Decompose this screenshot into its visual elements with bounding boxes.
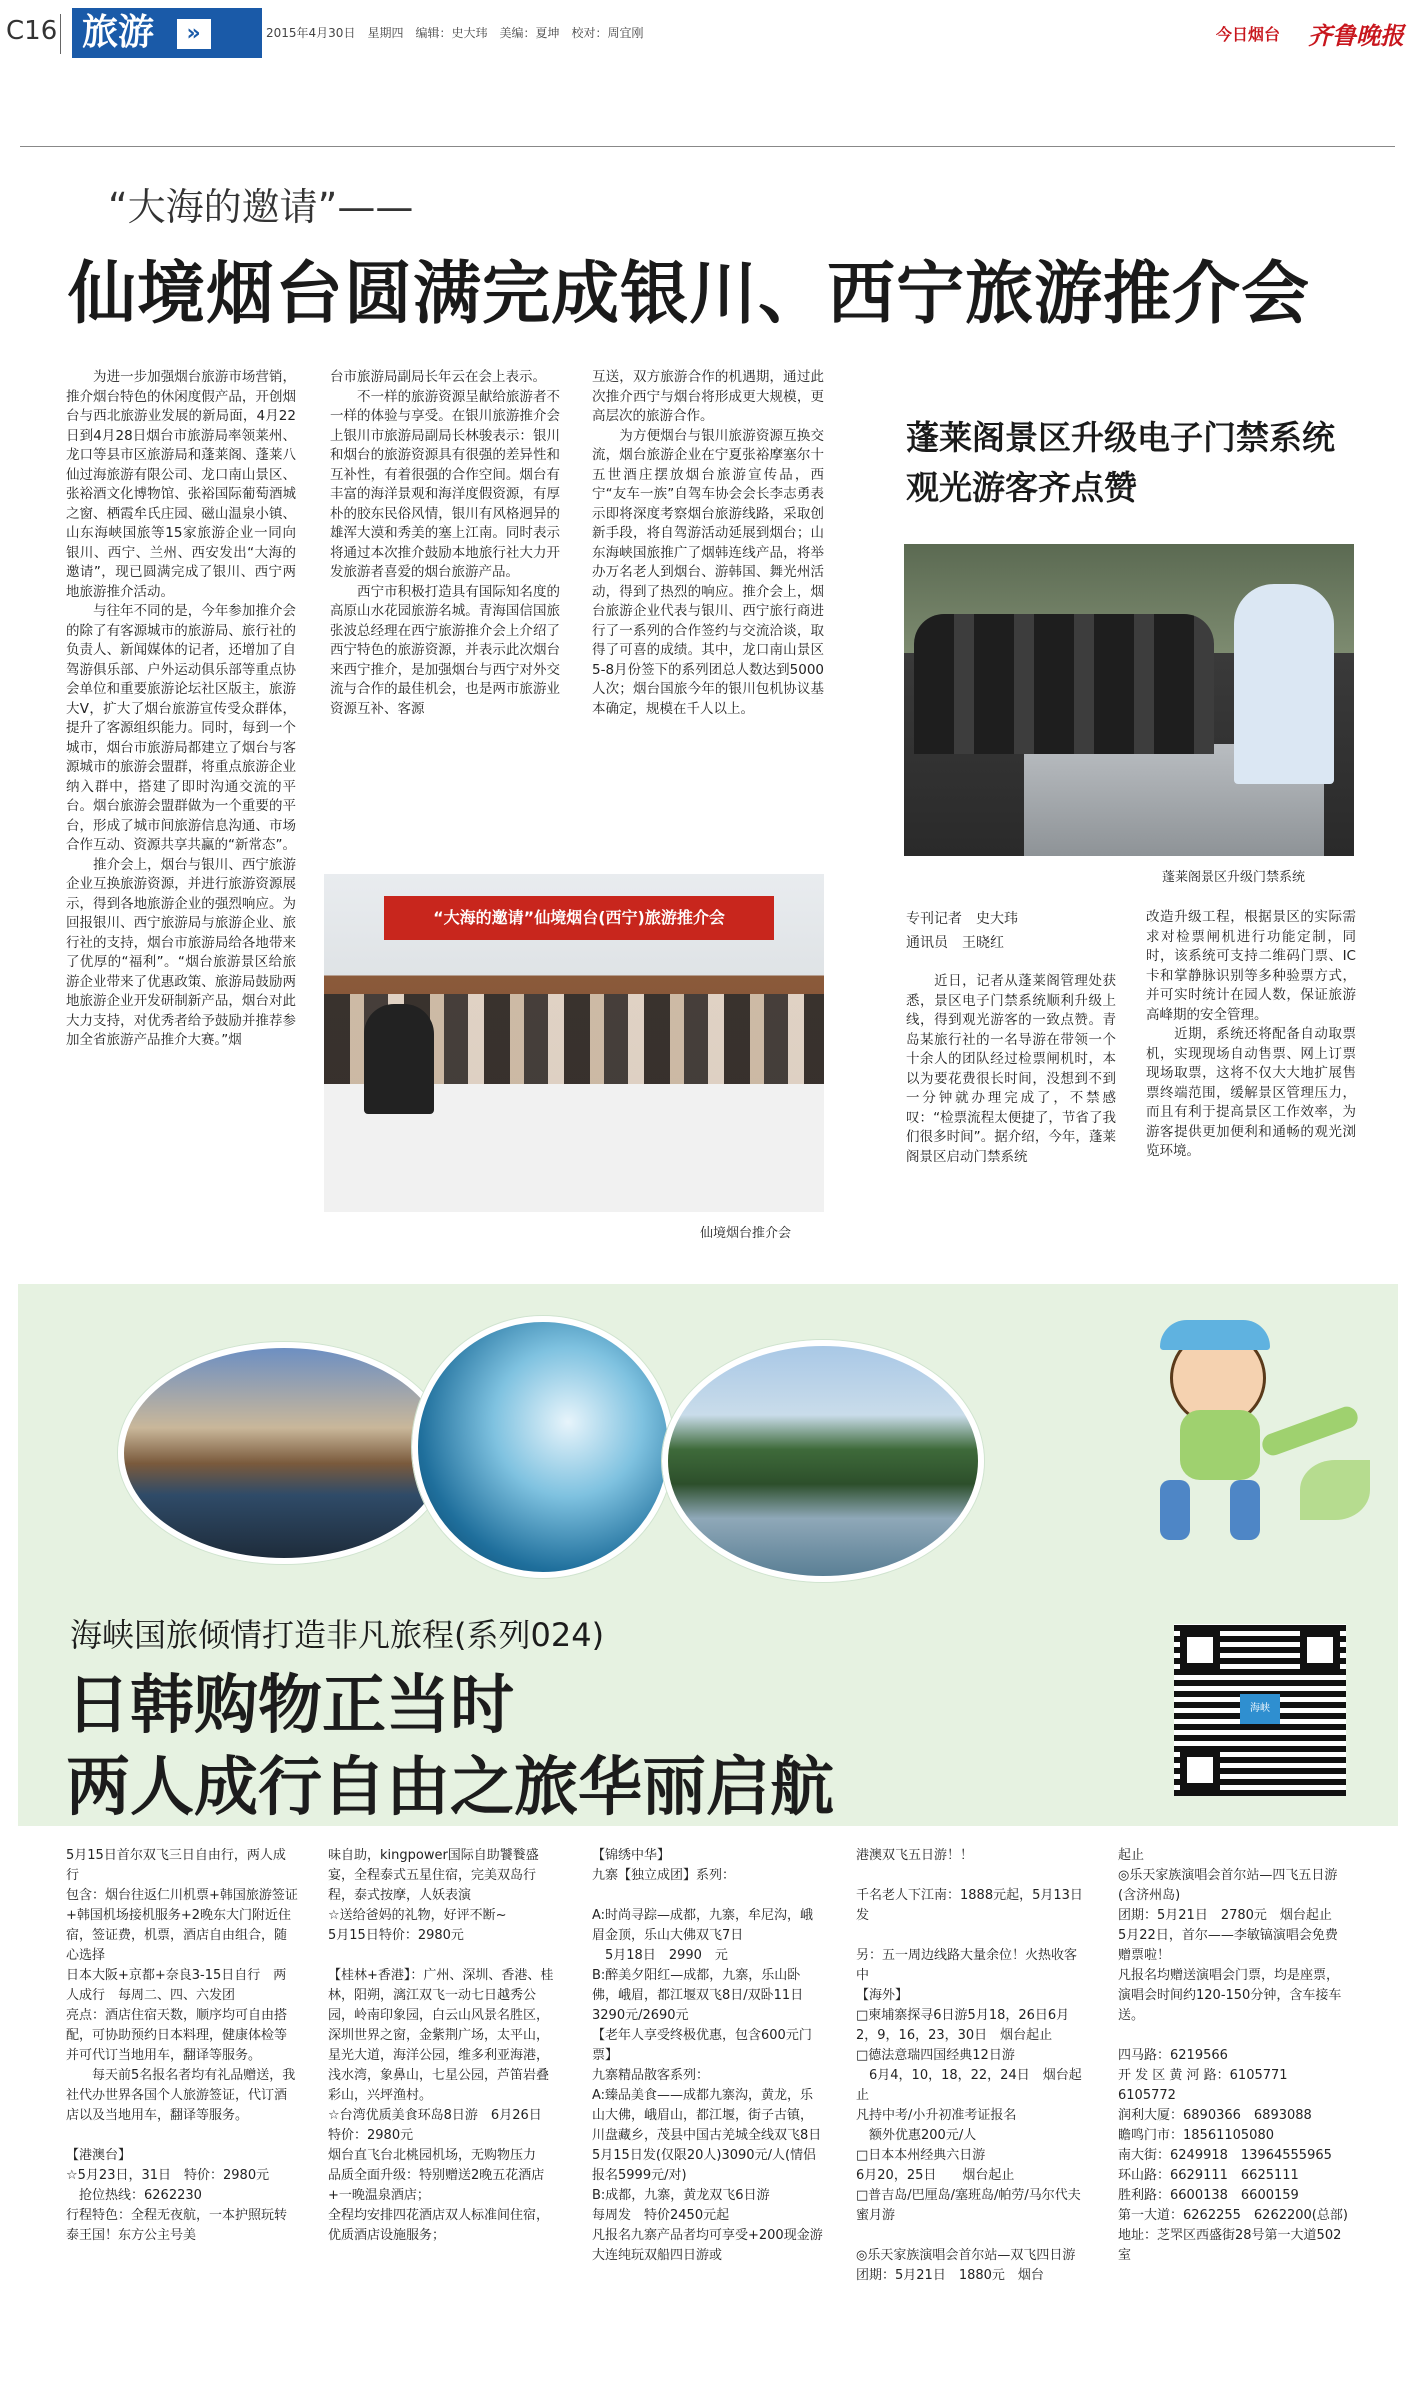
qr-finder-bl xyxy=(1180,1750,1220,1790)
article2-col1: 近日，记者从蓬莱阁管理处获悉，景区电子门禁系统顺利升级上线，得到观光游客的一致点赞。青岛某旅行社的一名导游在带领一个十余人的团队经过检票闸机时，本以为要花费很长时间，没想到不到一分钟就办理完成了，不禁感叹：“检票流程太便捷了，节省了我们很多时间”。据介绍，今年，蓬莱阁景区启动门禁系统 xyxy=(906,973,1116,1165)
article2-title-line1: 蓬莱阁景区升级电子门禁系统 xyxy=(906,418,1335,457)
header-right-label: 今日烟台 xyxy=(1216,25,1281,44)
ad-title-line2: 两人成行自由之旅华丽启航 xyxy=(66,1751,834,1825)
article2-byline2: 通讯员 王晓红 xyxy=(906,935,1004,951)
karst-river-photo xyxy=(662,1340,984,1582)
section-name: 旅游 xyxy=(82,12,155,53)
page-number: C16 xyxy=(6,16,58,46)
speaker-figure xyxy=(364,1004,434,1114)
brand-logo: 齐鲁晚报 xyxy=(1308,22,1404,50)
mascot-leg-2 xyxy=(1230,1480,1260,1540)
mascot-leg xyxy=(1160,1480,1190,1540)
mascot-hat xyxy=(1160,1320,1270,1350)
header-rule xyxy=(20,146,1395,147)
ad-col2: 味自助，kingpower国际自助饕餮盛宴，全程泰式五星住宿，完美双岛行程，泰式按摩，人妖表演 ☆送给爸妈的礼物，好评不断~ 5月15日特价：2980元 【桂林+香港】：广州、深圳、香港、桂林，阳朔，漓江双飞一动七日越秀公园，岭南印象园，白云山风景名胜区，深圳世界之窗，金紫荆广场，太平山，星光大道，海洋公园，维多利亚海港，浅水湾，象鼻山，七星公园，芦笛岩叠彩山，兴坪渔村。 ☆台湾优质美食环岛8日游 6月26日 特价：2980元 烟台直飞台北桃园机场，无购物压力 品质全面升级：特别赠送2晚五花酒店+一晚温泉酒店； 全程均安排四花酒店双人标准间住宿，优质酒店设施服务； xyxy=(328,1848,554,2243)
article1-col1: 为进一步加强烟台旅游市场营销，推介烟台特色的休闲度假产品，开创烟台与西北旅游业发展的新局面，4月22日到4月28日烟台市旅游局率领莱州、龙口等县市区旅游局和蓬莱阁、蓬莱八仙过海旅游有限公司、龙口南山景区、张裕酒文化博物馆、张裕国际葡萄酒城之窗、栖霞牟氏庄园、磁山温泉小镇、山东海峡国旅等15家旅游企业一同向银川、西宁、兰州、西安发出“大海的邀请”，现已圆满完成了银川、西宁两地旅游推介活动。 与往年不同的是，今年参加推介会的除了有客源城市的旅游局、旅行社的负责人、新闻媒体的记者，还增加了自驾游俱乐部、户外运动俱乐部等重点协会单位和重要旅游论坛社区版主，旅游大V，扩大了烟台旅游宣传受众群体，提升了客源组织能力。同时，每到一个城市，烟台市旅游局都建立了烟台与客源城市的旅游会盟群，将重点旅游企业纳入群中，搭建了即时沟通交流的平台。烟台旅游会盟群做为一个重要的平台，形成了城市间旅游信息沟通、市场合作互动、资源共享共赢的“新常态”。 推介会上，烟台与银川、西宁旅游企业互换旅游资源，并进行旅游资源展示，得到各地旅游企业的强烈响应。为回报银川、西宁旅游局与旅游企业、旅行社的支持，烟台市旅游局给各地带来了优厚的“福利”。“烟台旅游景区给旅游企业带来了优惠政策、旅游局鼓励两地旅游企业开发研制新产品，烟台对此大力支持，对优秀者给予鼓励并推荐参加全省旅游产品推介大赛。”烟 xyxy=(66,369,296,1048)
ad-col5: 起止 ◎乐天家族演唱会首尔站—四飞五日游(含济州岛) 团期：5月21日 2780元 烟台起止 5月22日，首尔——李敏镐演唱会免费赠票啦！ 凡报名均赠送演唱会门票，均是座票，演唱会时间约120-150分钟，含车接车送。 四马路：6219566 开 发 区 黄 河 路：6105771 6105772 润利大厦：6890366 6893088 瞻鸣门市：18561105080 南大街：6249918 13964555965 环山路：6629111 6625111 胜利路：6600138 6600159 第一大道：6262255 6262200(总部) 地址：芝罘区西盛街28号第一大道502室 xyxy=(1118,1848,1348,2263)
article2-photo xyxy=(904,544,1354,856)
article1-col2: 台市旅游局副局长年云在会上表示。 不一样的旅游资源呈献给旅游者不一样的体验与享受。在银川旅游推介会上银川市旅游局副局长林骏表示：银川和烟台的旅游资源具有很强的差异性和互补性，有着很强的合作空间。烟台有丰富的海洋景观和海洋度假资源，有厚朴的胶东民俗风情，银川有风格迥异的雄浑大漠和秀美的塞上江南。同时表示将通过本次推介鼓励本地旅行社大力开发旅游者喜爱的烟台旅游产品。 西宁市积极打造具有国际知名度的高原山水花园旅游名城。青海国信国旅张波总经理在西宁旅游推介会上介绍了西宁特色的旅游资源，并表示此次烟台来西宁推介，是加强烟台与西宁对外交流与合作的最佳机会，也是两市旅游业资源互补、客源 xyxy=(330,369,560,717)
mountain-lake-photo xyxy=(118,1342,450,1564)
header-divider xyxy=(60,14,61,54)
wave-photo xyxy=(412,1316,674,1578)
article1-photo xyxy=(324,874,824,1212)
article1-kicker: “大海的邀请”—— xyxy=(108,185,414,229)
section-tag xyxy=(72,8,262,58)
article2-col2: 改造升级工程，根据景区的实际需求对检票闸机进行功能定制，同时，该系统可支持二维码门票、IC卡和掌静脉识别等多种验票方式，并可实时统计在园人数，保证旅游高峰期的安全管理。 近期，系统还将配备自动取票机，实现现场自动售票、网上订票现场取票，这将不仅大大地扩展售票终端范围，缓解景区管理压力，而且有利于提高景区工作效率，为游客提供更加便利和通畅的观光浏览环境。 xyxy=(1146,909,1356,1159)
ad-col4: 港澳双飞五日游！！ 千名老人下江南：1888元起，5月13日发 另：五一周边线路大量余位！火热收客中 【海外】 □柬埔寨探寻6日游5月18，26日6月2，9，16，23，30日 烟台起止 □德法意瑞四国经典12日游 6月4，10，18，22，24日 烟台起止 凡持中考/小升初准考证报名 额外优惠200元/人 □日本本州经典六日游 6月20，25日 烟台起止 □普吉岛/巴厘岛/塞班岛/帕劳/马尔代夫蜜月游 ◎乐天家族演唱会首尔站—双飞四日游 团期：5月21日 1880元 烟台 xyxy=(856,1848,1083,2283)
article1-title: 仙境烟台圆满完成银川、西宁旅游推介会 xyxy=(68,255,1311,334)
ad-kicker: 海峡国旅倾情打造非凡旅程(系列024) xyxy=(70,1616,605,1654)
date-line: 2015年4月30日 星期四 编辑：史大玮 美编：夏坤 校对：周宜刚 xyxy=(266,26,644,40)
ad-col1: 5月15日首尔双飞三日自由行，两人成行 包含：烟台往返仁川机票+韩国旅游签证+韩国机场接机服务+2晚东大门附近住宿，签证费，机票，酒店自由组合，随心选择 日本大阪+京都+奈良3-15日自行 两人成行 每周二、四、六发团 亮点：酒店住宿天数，顺序均可自由搭配，可协助预约日本料理，健康体检等并可代订当地用车，翻译等服务。 每天前5名报名者均有礼品赠送，我社代办世界各国个人旅游签证，代订酒店以及当地用车，翻译等服务。 【港澳台】 ☆5月23日，31日 特价：2980元 抢位热线：6262230 行程特色：全程无夜航，一本护照玩转泰王国！东方公主号美 xyxy=(66,1848,298,2243)
ad-title-line1: 日韩购物正当时 xyxy=(66,1669,514,1743)
green-leaf-decoration xyxy=(1300,1460,1370,1520)
qr-logo-text: 海峡 xyxy=(1250,1703,1270,1714)
event-banner xyxy=(384,896,774,940)
article2-caption: 蓬莱阁景区升级门禁系统 xyxy=(1162,870,1306,885)
double-chevron-icon: » xyxy=(177,19,211,49)
article1-caption: 仙境烟台推介会 xyxy=(700,1226,792,1241)
crowd-figures xyxy=(914,614,1214,754)
event-banner-text: “大海的邀请”仙境烟台(西宁)旅游推介会 xyxy=(433,908,725,927)
staff-figure xyxy=(1234,584,1334,784)
mascot-arm xyxy=(1259,1404,1360,1459)
ad-col3: 【锦绣中华】 九寨【独立成团】系列： A:时尚寻踪—成都，九寨，牟尼沟，峨眉金顶，乐山大佛双飞7日 5月18日 2990 元 B:醉美夕阳红—成都，九寨，乐山卧佛，峨眉，都江堰双飞8日/双卧11日 3290元/2690元 【老年人享受终极优惠，包含600元门票】 九寨精品散客系列： A:臻品美食——成都九寨沟，黄龙，乐山大佛，峨眉山，都江堰，街子古镇，川盘藏乡，茂县中国古羌城全线双飞8日 5月15日发(仅限20人)3090元/人(情侣报名5999元/对) B:成都，九寨，黄龙双飞6日游 每周发 特价2450元起 凡报名九寨产品者均可享受+200现金游大连纯玩双船四日游或 xyxy=(592,1848,823,2263)
qr-center-logo xyxy=(1240,1694,1280,1724)
qr-finder-tr xyxy=(1300,1630,1340,1670)
mascot-body xyxy=(1180,1410,1260,1480)
article2-title-line2: 观光游客齐点赞 xyxy=(906,468,1137,507)
qr-code xyxy=(1174,1624,1346,1796)
qr-finder-tl xyxy=(1180,1630,1220,1670)
article2-byline1: 专刊记者 史大玮 xyxy=(906,911,1018,927)
mascot-illustration xyxy=(1060,1300,1380,1550)
article1-col3: 互送，双方旅游合作的机遇期，通过此次推介西宁与烟台将形成更大规模，更高层次的旅游合作。 为方便烟台与银川旅游资源互换交流，烟台旅游企业在宁夏张裕摩塞尔十五世酒庄摆放烟台旅游宣传品，西宁“友车一族”自驾车协会会长李志勇表示即将深度考察烟台旅游线路，采取创新手段，将自驾游活动延展到烟台；山东海峡国旅推广了烟韩连线产品，将举办万名老人到烟台、游韩国、舞光州活动，得到了热烈的响应。推介会上，烟台旅游企业代表与银川、西宁旅行商进行了一系列的合作签约与交流洽谈，取得了可喜的成绩。其中，龙口南山景区5-8月份签下的系列团总人数达到5000人次；烟台国旅今年的银川包机协议基本确定，规模在千人以上。 xyxy=(592,369,824,717)
